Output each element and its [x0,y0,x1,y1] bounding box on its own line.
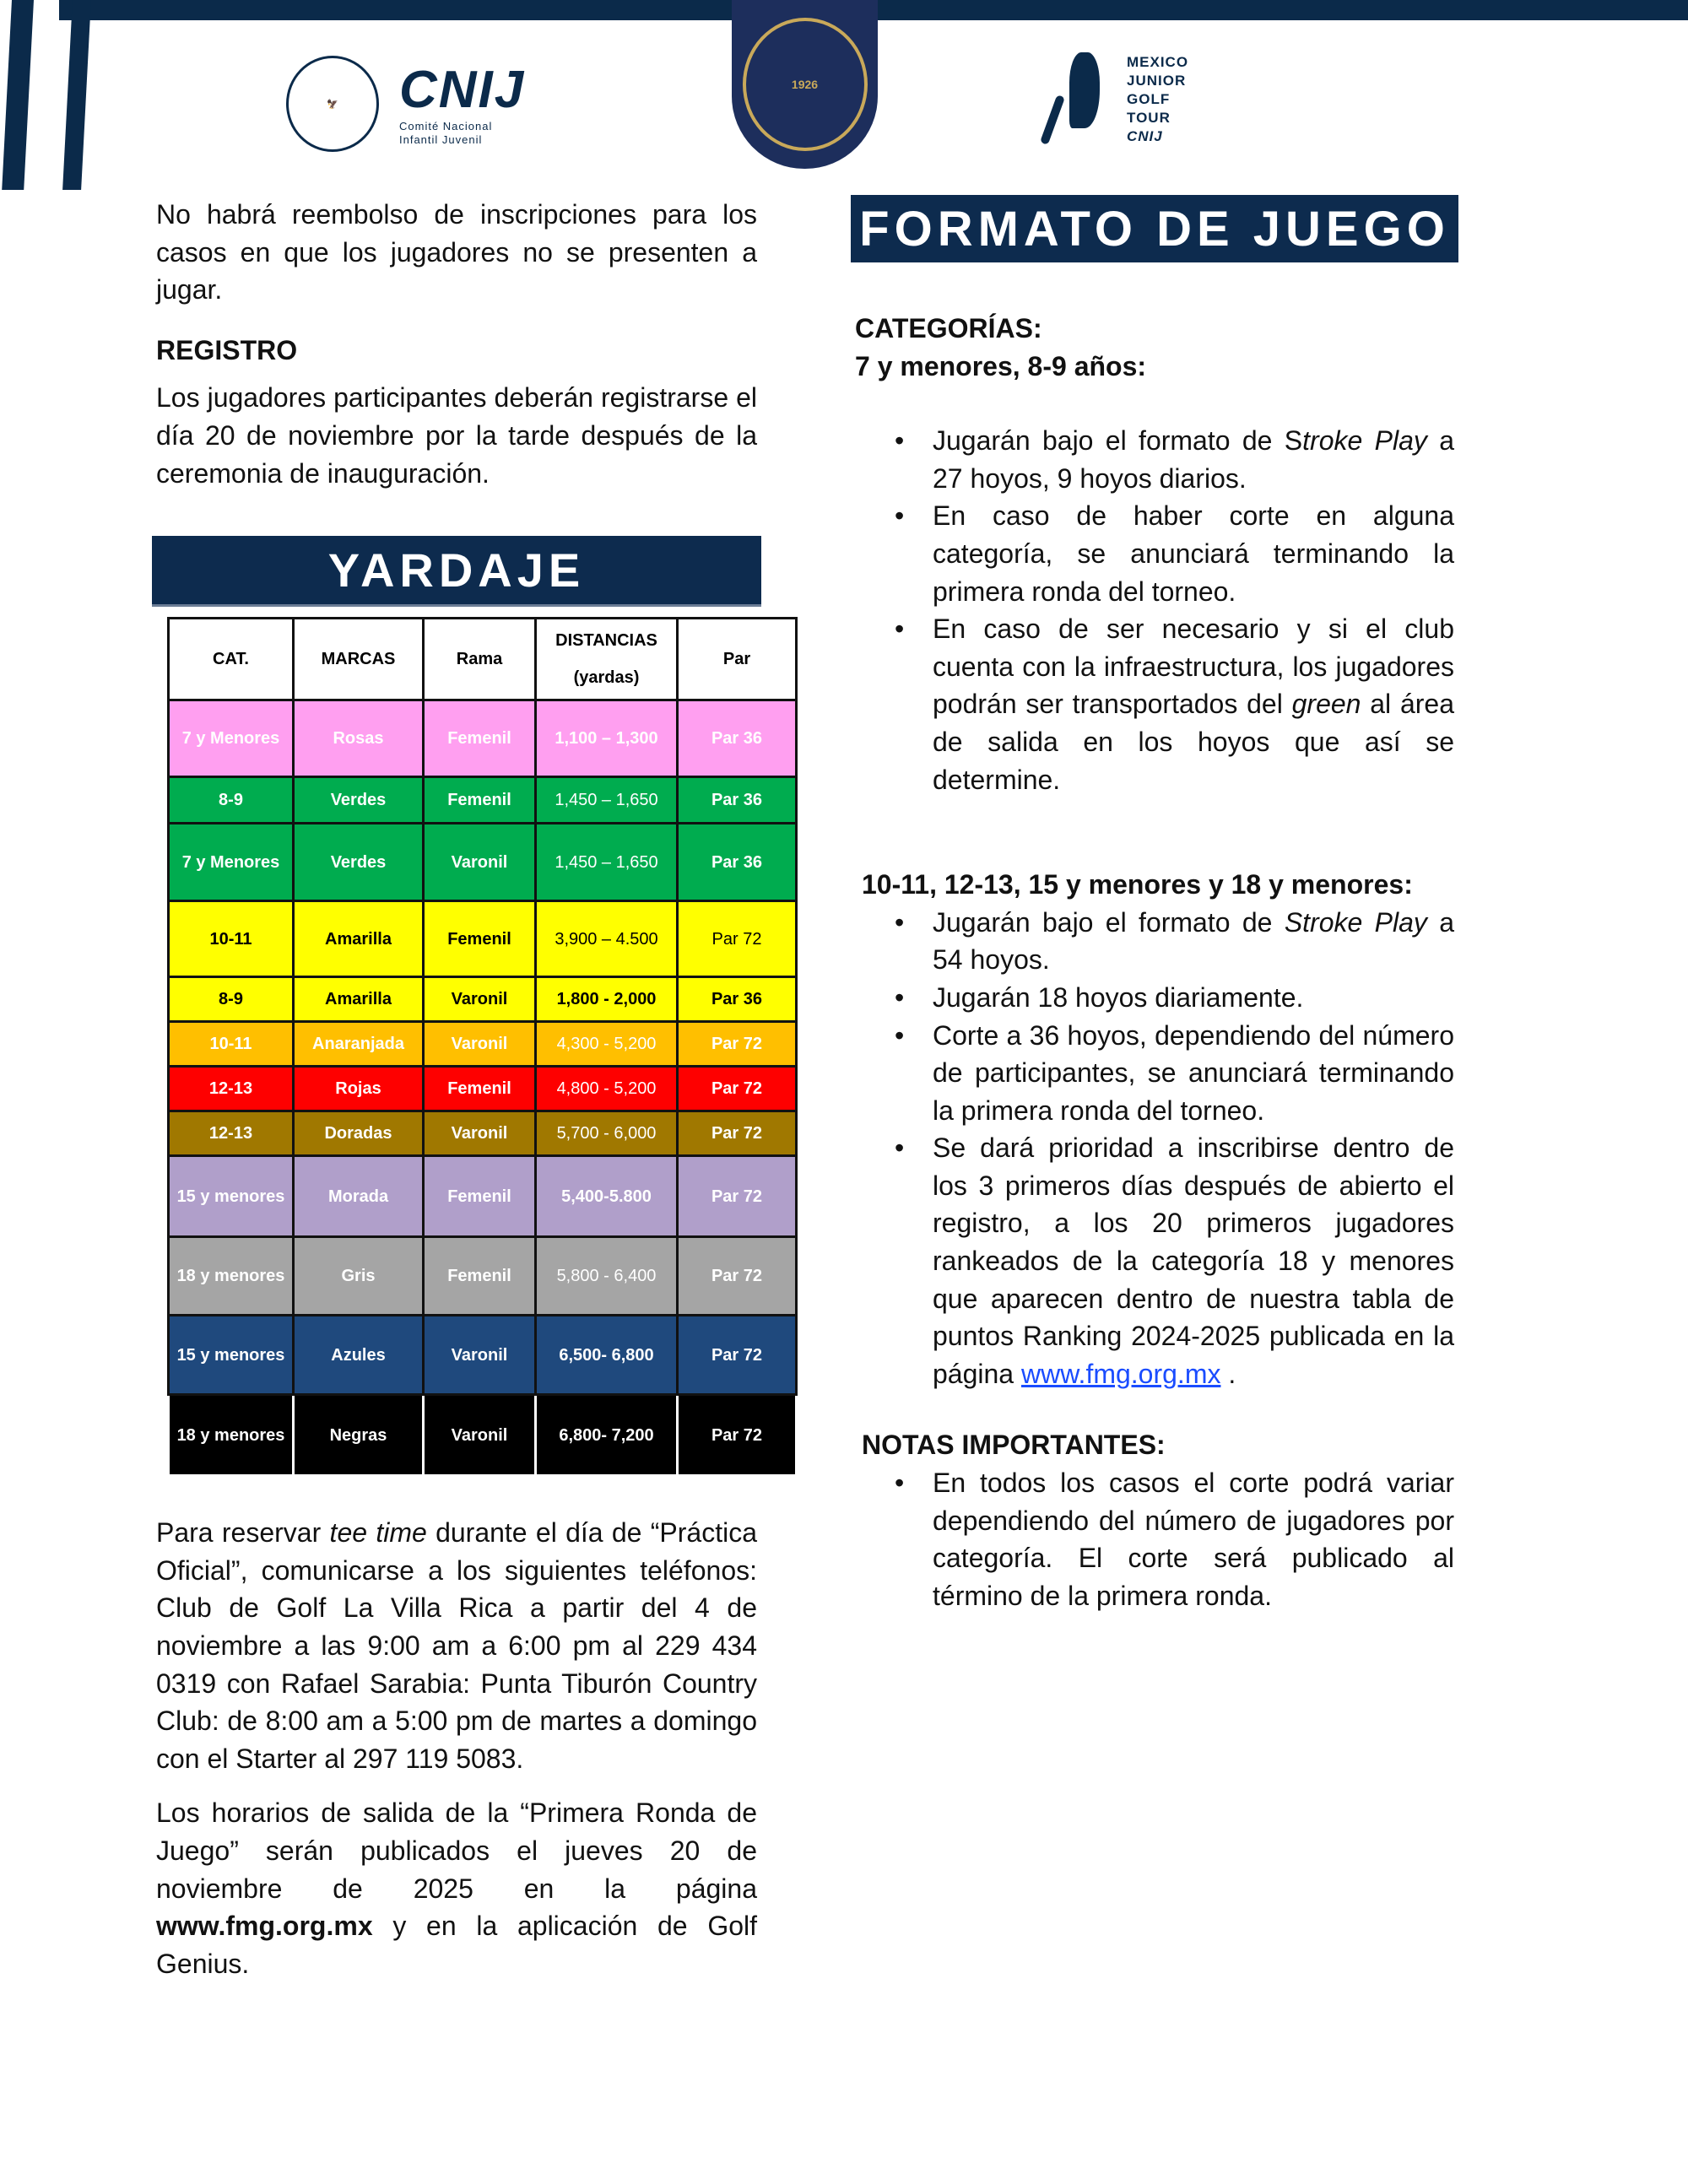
category-cell: 7 y Menores [169,824,294,901]
branch-cell: Varonil [424,824,536,901]
category-cell: 7 y Menores [169,700,294,777]
cnij-logo-text: CNIJ [399,61,526,119]
tee-marker-cell: Verdes [294,824,424,901]
group1-heading: 7 y menores, 8-9 años: [855,350,1147,381]
fmg-seal-logo [732,0,878,169]
table-row [169,1237,797,1316]
mexico-junior-golf-tour-logo [1031,52,1188,147]
text-segment: green [1291,689,1361,720]
par-cell: Par 36 [678,977,797,1022]
fmg-link[interactable]: www.fmg.org.mx [1020,1358,1221,1389]
tee-marker-cell: Amarilla [294,977,424,1022]
text-segment: Jugarán bajo el formato de [933,906,1285,938]
branch-cell: Varonil [424,1111,536,1156]
category-cell: 12-13 [169,1111,294,1156]
category-cell: 8-9 [169,977,294,1022]
table-row [169,1395,797,1476]
bullet-icon: • [895,614,905,645]
tee-marker-cell: Amarilla [294,901,424,977]
text-segment: En caso de haber corte en alguna categoría, se anunciará terminando la primera ronda del torneo. [933,500,1454,607]
text-segment: En todos los casos el corte podrá variar dependiendo del número de jugadores por categoría. El corte será publicado al término de la primera ronda. [933,1468,1454,1611]
logo-text: MEXICO [1127,54,1189,70]
category-cell: 10-11 [169,1022,294,1067]
list-item [895,1464,1454,1614]
text-segment: www.fmg.org.mx [156,1911,373,1942]
formato-banner: FORMATO DE JUEGO [851,195,1458,262]
text-segment: Los jugadores participantes deberán registrarse el día 20 de noviembre por la tarde después de la ceremonia de inauguración. [156,382,757,489]
categorias-heading: CATEGORÍAS: [855,313,1042,343]
yardaje-banner: YARDAJE [152,536,761,607]
tee-marker-cell: Gris [294,1237,424,1316]
table-row [169,824,797,901]
branch-cell: Femenil [424,777,536,824]
par-cell: Par 72 [678,1395,797,1476]
group2-list [895,904,1455,1393]
category-cell: 8-9 [169,777,294,824]
text-segment: al área de salida en los hoyos que así se determine. [933,689,1454,795]
left-column [156,196,763,1982]
par-cell: Par 36 [678,700,797,777]
table-row [169,700,797,777]
table-row [169,777,797,824]
text-segment: Los horarios de salida de la “Primera Ronda de Juego” serán publicados el jueves 20 de noviembre de 2025 en la página [156,1797,757,1904]
text-segment: tee time [329,1517,427,1549]
bullet-icon: • [895,981,905,1013]
branch-cell: Varonil [424,1316,536,1395]
category-cell: 18 y menores [169,1395,294,1476]
distance-cell: 1,100 – 1,300 [536,700,678,777]
text-segment: Corte a 36 hoyos, dependiendo del número de participantes, se anunciará terminando la primera ronda del torneo. [933,1019,1454,1126]
branch-cell: Varonil [424,1022,536,1067]
distance-cell: 4,300 - 5,200 [536,1022,678,1067]
table-row [169,1156,797,1237]
list-item [895,497,1454,610]
list-item [895,1017,1454,1130]
text-segment: Stroke Play [1284,906,1427,938]
par-cell: Par 72 [678,1022,797,1067]
column-header: Par [678,619,797,700]
bullet-icon: • [895,500,905,532]
list-item [895,1129,1454,1392]
table-row [169,1067,797,1111]
column-header: Rama [424,619,536,700]
branch-cell: Femenil [424,1237,536,1316]
group1-list [895,422,1455,798]
group2-heading: 10-11, 12-13, 15 y menores y 18 y menores: [862,869,1413,900]
horarios-paragraph [156,1794,757,1982]
table-row [169,901,797,977]
tee-marker-cell: Azules [294,1316,424,1395]
branch-cell: Varonil [424,977,536,1022]
distance-cell: 5,700 - 6,000 [536,1111,678,1156]
text-segment: a 54 hoyos. [933,906,1455,976]
list-item [895,610,1454,798]
category-cell: 15 y menores [169,1156,294,1237]
notas-heading: NOTAS IMPORTANTES: [862,1430,1166,1461]
eagle-seal-icon: 1926 [743,18,868,151]
cnij-logo [286,56,525,152]
distance-cell: 6,800- 7,200 [536,1395,678,1476]
branch-cell: Femenil [424,901,536,977]
text-segment: Jugarán 18 hoyos diariamente. [933,981,1304,1013]
bullet-icon: • [895,906,905,938]
distance-cell: 5,800 - 6,400 [536,1237,678,1316]
par-cell: Par 72 [678,1067,797,1111]
text-segment: y en la aplicación de Golf Genius. [156,1911,757,1979]
text-segment: Se dará prioridad a inscribirse dentro de los 3 primeros días después de abierto el registro, a los 20 primeros jugadores rankeados de la categoría 18 y menores que aparecen dentro de nuestra tabla de puntos Ranking 2024-2025 publicada en la página [933,1133,1454,1389]
table-row [169,1022,797,1067]
text-segment: . [1220,1358,1236,1389]
logo-text: GOLF [1127,91,1171,107]
table-row [169,977,797,1022]
logo-text: TOUR [1127,110,1171,126]
par-cell: Par 36 [678,824,797,901]
logo-text: CNIJ [1127,128,1163,144]
par-cell: Par 72 [678,901,797,977]
par-cell: Par 72 [678,1237,797,1316]
distance-cell: 6,500- 6,800 [536,1316,678,1395]
text-segment: Para reservar [156,1517,330,1549]
par-cell: Par 72 [678,1156,797,1237]
bullet-icon: • [895,1468,905,1499]
text-segment: a 27 hoyos, 9 hoyos diarios. [933,425,1455,494]
logo-text: JUNIOR [1127,73,1187,89]
tee-marker-cell: Morada [294,1156,424,1237]
distance-cell: 1,450 – 1,650 [536,824,678,901]
distance-cell: 1,800 - 2,000 [536,977,678,1022]
par-cell: Par 72 [678,1316,797,1395]
list-item [895,979,1454,1017]
category-cell: 12-13 [169,1067,294,1111]
text-segment: No habrá reembolso de inscripciones para los casos en que los jugadores no se presenten a jugar. [156,199,757,305]
text-segment: En caso de ser necesario y si el club cuenta con la infraestructura, los jugadores podrán ser transportados del [933,614,1454,720]
category-cell: 15 y menores [169,1316,294,1395]
branch-cell: Femenil [424,1067,536,1111]
distance-cell: 5,400-5.800 [536,1156,678,1237]
category-cell: 18 y menores [169,1237,294,1316]
tee-marker-cell: Verdes [294,777,424,824]
tee-marker-cell: Anaranjada [294,1022,424,1067]
par-cell: Par 36 [678,777,797,824]
refund-paragraph [156,196,757,309]
distance-cell: 3,900 – 4.500 [536,901,678,977]
tee-marker-cell: Negras [294,1395,424,1476]
distance-cell: 1,450 – 1,650 [536,777,678,824]
registro-heading: REGISTRO [156,334,298,365]
decorative-stripe [62,0,91,190]
branch-cell: Varonil [424,1395,536,1476]
golfer-icon [1031,52,1112,147]
par-cell: Par 72 [678,1111,797,1156]
distance-cell: 4,800 - 5,200 [536,1067,678,1111]
text-segment: durante el día de “Práctica Oficial”, comunicarse a los siguientes teléfonos: Club de Golf La Villa Rica a partir del 4 de noviembre a las 9:00 am a 6:00 pm al 229 434 0319 con Rafael Sarabia: Punta Tiburón Country Club: de 8:00 am a 5:00 pm de martes a domingo con el Starter al 297 119 5083. [156,1517,758,1774]
list-item [895,904,1455,979]
tee-time-paragraph [156,1514,757,1777]
tee-marker-cell: Doradas [294,1111,424,1156]
bullet-icon: • [895,425,905,457]
list-item [895,422,1455,497]
bullet-icon: • [895,1019,905,1051]
fmg-emblem-icon: 🦅 [286,56,379,152]
registro-paragraph [156,379,757,492]
tee-marker-cell: Rojas [294,1067,424,1111]
branch-cell: Femenil [424,1156,536,1237]
notas-list [895,1464,1454,1614]
cnij-logo-sub: Comité Nacional [399,120,493,132]
decorative-stripe [2,0,34,190]
column-header: CAT. [169,619,294,700]
table-row [169,1316,797,1395]
table-row [169,1111,797,1156]
tee-marker-cell: Rosas [294,700,424,777]
right-column [851,195,1458,1614]
column-header: MARCAS [294,619,424,700]
text-segment: troke Play [1302,425,1427,457]
yardage-table [167,617,798,1477]
cnij-logo-sub: Infantil Juvenil [399,133,483,146]
text-segment: Jugarán bajo el formato de S [933,425,1303,457]
category-cell: 10-11 [169,901,294,977]
branch-cell: Femenil [424,700,536,777]
bullet-icon: • [895,1133,905,1164]
column-header: DISTANCIAS (yardas) [536,619,678,700]
